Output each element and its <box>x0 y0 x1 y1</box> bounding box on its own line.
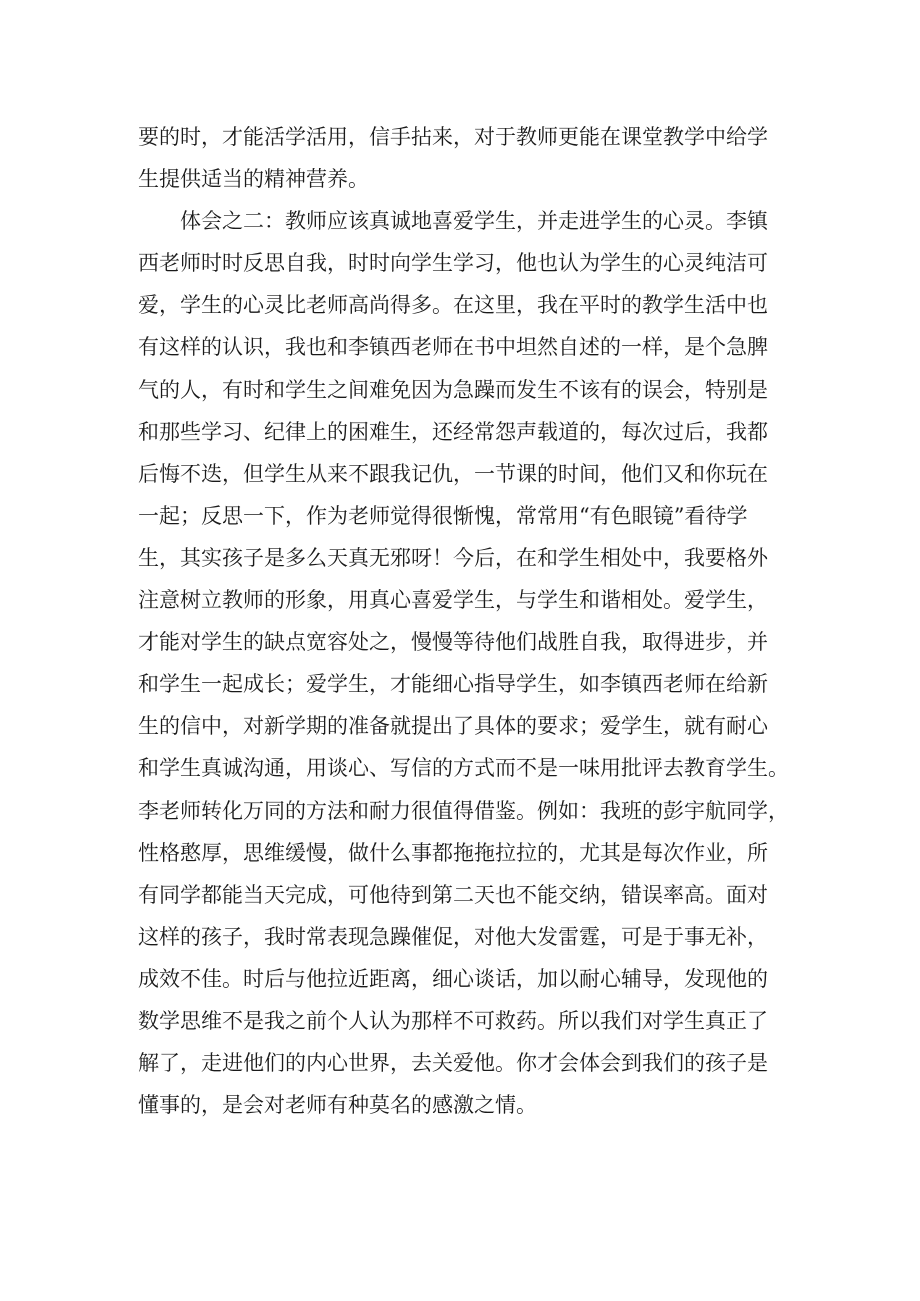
text-line: 一起；反思一下，作为老师觉得很惭愧，常常用“有色眼镜”看待学 <box>138 503 748 528</box>
text-line: 注意树立教师的形象，用真心喜爱学生，与学生和谐相处。爱学生， <box>138 588 768 613</box>
body-text <box>138 116 798 1126</box>
text-line: 解了，走进他们的内心世界，去关爱他。你才会体会到我们的孩子是 <box>138 1051 768 1076</box>
text-line: 这样的孩子，我时常表现急躁催促，对他大发雷霆，可是于事无补， <box>138 924 768 949</box>
text-line: 李老师转化万同的方法和耐力很值得借鉴。例如：我班的彭宇航同学， <box>138 798 789 823</box>
text-line: 后悔不迭，但学生从来不跟我记仇，一节课的时间，他们又和你玩在 <box>138 461 768 486</box>
text-line: 懂事的，是会对老师有种莫名的感激之情。 <box>138 1093 537 1118</box>
text-line: 和学生一起成长；爱学生，才能细心指导学生，如李镇西老师在给新 <box>138 672 768 697</box>
text-line: 性格憨厚，思维缓慢，做什么事都拖拖拉拉的，尤其是每次作业，所 <box>138 840 768 865</box>
text-line: 有这样的认识，我也和李镇西老师在书中坦然自述的一样，是个急脾 <box>138 335 768 360</box>
text-line: 爱，学生的心灵比老师高尚得多。在这里，我在平时的教学生活中也 <box>138 293 768 318</box>
text-line: 数学思维不是我之前个人认为那样不可救药。所以我们对学生真正了 <box>138 1008 768 1033</box>
text-line: 生的信中，对新学期的准备就提出了具体的要求；爱学生，就有耐心 <box>138 714 768 739</box>
text-line: 西老师时时反思自我，时时向学生学习，他也认为学生的心灵纯洁可 <box>138 251 768 276</box>
text-line: 和那些学习、纪律上的困难生，还经常怨声载道的，每次过后，我都 <box>138 419 768 444</box>
text-line: 要的时，才能活学活用，信手拈来，对于教师更能在课堂教学中给学 <box>138 125 768 149</box>
text-line: 有同学都能当天完成，可他待到第二天也不能交纳，错误率高。面对 <box>138 882 768 907</box>
text-line: 生提供适当的精神营养。 <box>138 167 369 192</box>
text-line: 生，其实孩子是多么天真无邪呀！今后，在和学生相处中，我要格外 <box>138 545 768 570</box>
text-line: 气的人，有时和学生之间难免因为急躁而发生不该有的误会，特别是 <box>138 377 768 402</box>
text-line: 成效不佳。时后与他拉近距离，细心谈话，加以耐心辅导，发现他的 <box>138 966 768 991</box>
text-line: 才能对学生的缺点宽容处之，慢慢等待他们战胜自我，取得进步，并 <box>138 630 768 655</box>
text-line: 体会之二：教师应该真诚地喜爱学生，并走进学生的心灵。李镇 <box>138 209 768 234</box>
text-line: 和学生真诚沟通，用谈心、写信的方式而不是一味用批评去教育学生。 <box>138 756 789 781</box>
